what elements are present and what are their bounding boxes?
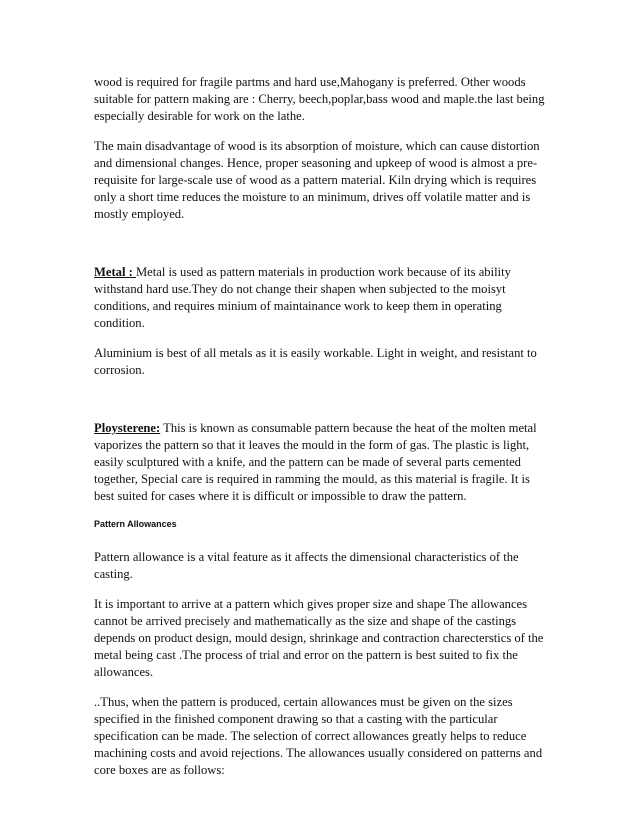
paragraph-aluminium: Aluminium is best of all metals as it is easily workable. Light in weight, and resistant to corrosion.: [94, 346, 537, 377]
paragraph-allowance-list-intro: ..Thus, when the pattern is produced, certain allowances must be given on the sizes specified in the finished component drawing so that a casting with the particular specification can be made. The selection of correct allowances greatly helps to reduce machining costs and avoid rejections. The allowances usually considered on patterns and core boxes are as follows:: [94, 695, 543, 777]
paragraph-wood-types: wood is required for fragile partms and hard use,Mahogany is preferred. Other woods suitable for pattern making are : Cherry, beech,poplar,bass wood and maple.the last being especially desirable for work on the lathe.: [94, 75, 545, 123]
paragraph-polystyrene: [94, 420, 548, 505]
polystyrene-body-text: This is known as consumable pattern because the heat of the molten metal vaporizes the pattern so that it leaves the mould in the form of gas. The plastic is light, easily sculptured with a knife, and the pattern can be made of several parts cemented together, Special care is required in ramming the mould, as this material is fragile. It is best suited for cases where it is difficult or impossible to draw the pattern.: [94, 421, 537, 503]
metal-lead-term: Metal :: [94, 265, 136, 279]
document-page: [94, 74, 548, 779]
section-heading-pattern-allowances: Pattern Allowances: [94, 519, 177, 529]
polystyrene-lead-term: Ploysterene:: [94, 421, 161, 435]
paragraph-wood-disadvantage: The main disadvantage of wood is its absorption of moisture, which can cause distortion and dimensional changes. Hence, proper seasoning and upkeep of wood is almost a pre-requisite for large-scale use of wood as a pattern material. Kiln drying which is requires only a short time reduces the moisture to an minimum, drives off volatile matter and is mostly employed.: [94, 139, 540, 221]
paragraph-allowance-intro: Pattern allowance is a vital feature as it affects the dimensional characteristics of the casting.: [94, 550, 519, 581]
paragraph-metal: [94, 264, 548, 332]
paragraph-allowance-sizing: It is important to arrive at a pattern which gives proper size and shape The allowances cannot be arrived precisely and mathematically as the size and shape of the castings depends on product design, mould design, shrinkage and contraction charecterstics of the metal being cast .The process of trial and error on the pattern is best suited to fix the allowances.: [94, 597, 544, 679]
metal-body-text: Metal is used as pattern materials in production work because of its ability withstand hard use.They do not change their shapen when subjected to the moisyt conditions, and requires minium of maintainance work to keep them in operating condition.: [94, 265, 511, 330]
